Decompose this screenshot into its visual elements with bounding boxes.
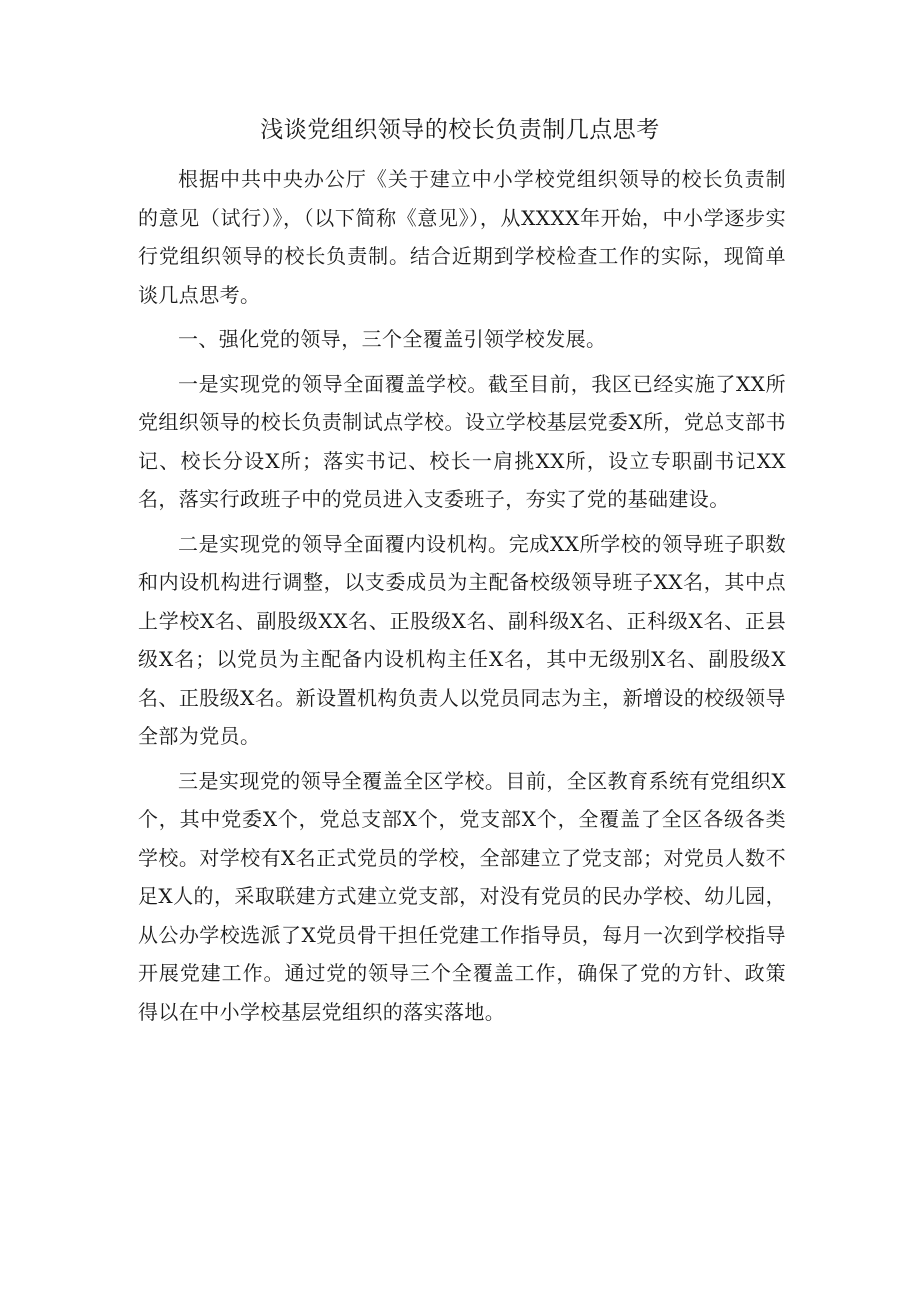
paragraph-point-2: 二是实现党的领导全面覆内设机构。完成XX所学校的领导班子职数和内设机构进行调整，以支委成员为主配备校级领导班子XX名，其中点上学校X名、副股级XX名、正股级X名、副科级X名、正科级X名、正县级X名；以党员为主配备内设机构主任X名，其中无级别X名、副股级X名、正股级X名。新设置机构负责人以党员同志为主，新增设的校级领导全部为党员。	[138, 531, 786, 748]
document-title: 浅谈党组织领导的校长负责制几点思考	[260, 117, 660, 143]
document-body	[138, 160, 786, 1037]
paragraph-point-1: 一是实现党的领导全面覆盖学校。截至目前，我区已经实施了XX所党组织领导的校长负责制试点学校。设立学校基层党委X所，党总支部书记、校长分设X所；落实书记、校长一肩挑XX所，设立专职副书记XX名，落实行政班子中的党员进入支委班子，夯实了党的基础建设。	[138, 371, 786, 511]
paragraph-intro: 根据中共中央办公厅《关于建立中小学校党组织领导的校长负责制的意见（试行）》，（以下简称《意见》），从XXXX年开始，中小学逐步实行党组织领导的校长负责制。结合近期到学校检查工作的实际，现简单谈几点思考。	[138, 167, 786, 307]
section-heading-1: 一、强化党的领导，三个全覆盖引领学校发展。	[178, 327, 607, 351]
paragraph-point-3: 三是实现党的领导全覆盖全区学校。目前，全区教育系统有党组织X个，其中党委X个，党总支部X个，党支部X个，全覆盖了全区各级各类学校。对学校有X名正式党员的学校，全部建立了党支部；对党员人数不足X人的，采取联建方式建立党支部，对没有党员的民办学校、幼儿园，从公办学校选派了X党员骨干担任党建工作指导员，每月一次到学校指导开展党建工作。通过党的领导三个全覆盖工作，确保了党的方针、政策得以在中小学校基层党组织的落实落地。	[138, 768, 786, 1024]
